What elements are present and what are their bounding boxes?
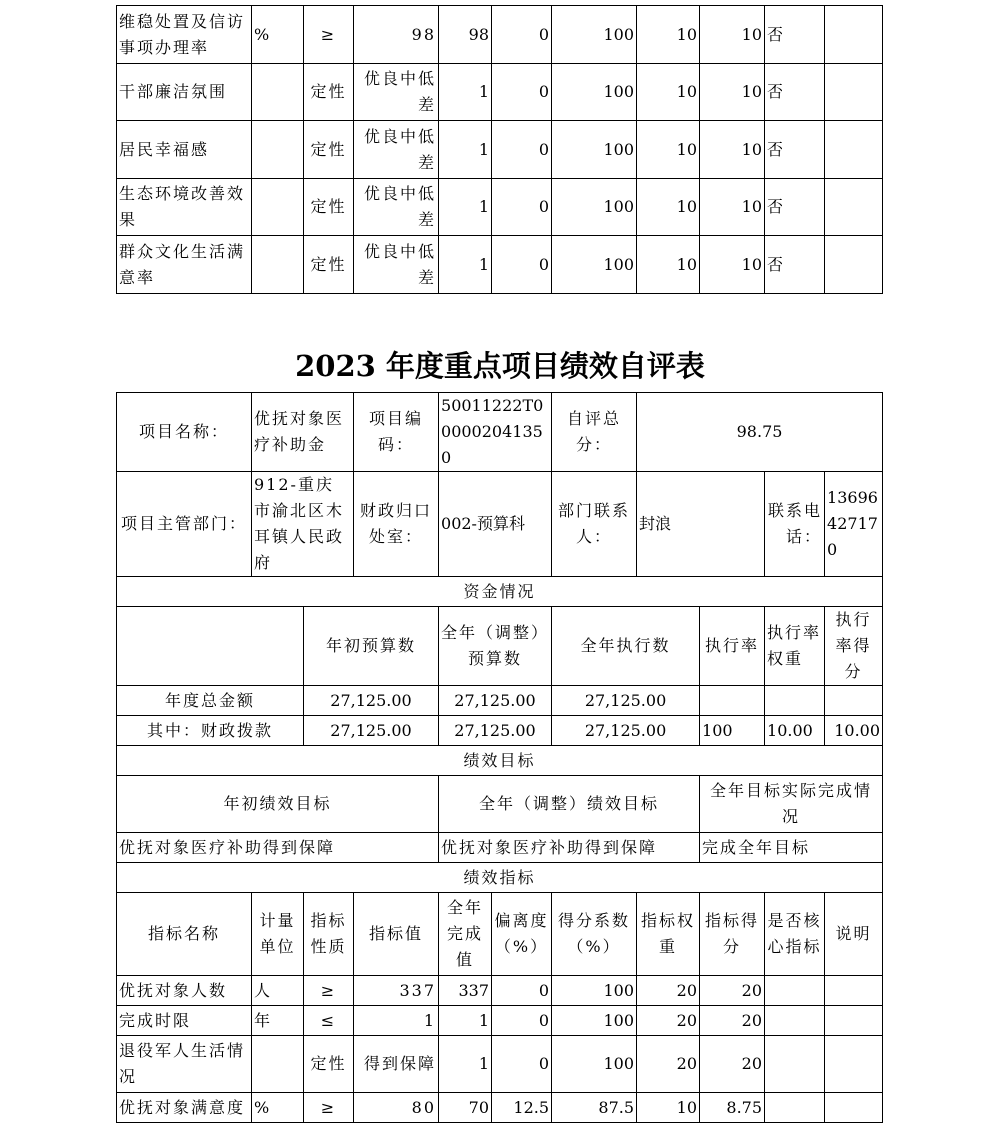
indicator-name: 优抚对象人数 [117, 976, 252, 1006]
indicator-name: 退役军人生活情况 [117, 1036, 252, 1093]
indicator-actual: 1 [439, 1036, 492, 1093]
indicator-weight: 20 [637, 1006, 700, 1036]
indicator-score: 10 [700, 6, 765, 64]
indicator-target: 337 [354, 976, 439, 1006]
ind-header-weight: 指标权重 [637, 893, 700, 976]
indicator-target: 优良中低差 [354, 236, 439, 294]
indicator-weight: 20 [637, 1036, 700, 1093]
indicator-deviation: 12.5 [492, 1093, 552, 1123]
indicator-deviation: 0 [492, 1036, 552, 1093]
funds-row-score: 10.00 [825, 716, 883, 746]
ind-header-unit: 计量单位 [252, 893, 304, 976]
funds-header-empty [117, 607, 304, 686]
indicator-target: 98 [354, 6, 439, 64]
funds-section-header [117, 577, 883, 607]
funds-row-adjusted: 27,125.00 [439, 716, 552, 746]
indicator-actual: 1 [439, 179, 492, 236]
indicator-note [825, 6, 883, 64]
indicator-weight: 20 [637, 976, 700, 1006]
indicator-nature: ≥ [304, 1093, 354, 1123]
indicator-nature: 定性 [304, 64, 354, 121]
funds-row-rate: 100 [700, 716, 765, 746]
indicator-unit: 年 [252, 1006, 304, 1036]
indicator-target: 80 [354, 1093, 439, 1123]
indicator-score: 20 [700, 1036, 765, 1093]
indicator-name: 优抚对象满意度 [117, 1093, 252, 1123]
indicator-table-continued [116, 5, 883, 294]
indicator-coef: 100 [552, 6, 637, 64]
goals-title: 绩效目标 [117, 746, 883, 776]
ind-header-note: 说明 [825, 893, 883, 976]
indicator-note [825, 121, 883, 179]
indicator-unit [252, 64, 304, 121]
funds-row-weight [765, 686, 825, 716]
indicator-weight: 10 [637, 1093, 700, 1123]
indicator-target: 优良中低差 [354, 121, 439, 179]
funds-row-label: 年度总金额 [117, 686, 304, 716]
indicator-target: 优良中低差 [354, 179, 439, 236]
indicator-score: 10 [700, 236, 765, 294]
table-row [117, 1036, 883, 1093]
indicator-coef: 100 [552, 976, 637, 1006]
goals-value-actual: 完成全年目标 [700, 833, 883, 863]
goals-header-adjusted: 全年（调整）绩效目标 [439, 776, 700, 833]
ind-header-coef: 得分系数（%） [552, 893, 637, 976]
goals-value-row [117, 833, 883, 863]
indicator-note [825, 1006, 883, 1036]
indicator-score: 10 [700, 64, 765, 121]
indicator-coef: 100 [552, 64, 637, 121]
ind-header-score: 指标得分 [700, 893, 765, 976]
indicator-actual: 1 [439, 64, 492, 121]
office-value: 002-预算科 [439, 472, 552, 577]
table-row [117, 6, 883, 64]
indicator-core [765, 1093, 825, 1123]
indicator-coef: 100 [552, 236, 637, 294]
funds-header-executed: 全年执行数 [552, 607, 700, 686]
indicator-weight: 10 [637, 236, 700, 294]
indicator-note [825, 1036, 883, 1093]
indicator-weight: 10 [637, 64, 700, 121]
indicator-coef: 100 [552, 1036, 637, 1093]
project-name-value: 优抚对象医疗补助金 [252, 393, 354, 472]
table-row [117, 121, 883, 179]
indicators-section-header [117, 863, 883, 893]
ind-header-deviation: 偏离度（%） [492, 893, 552, 976]
indicator-note [825, 236, 883, 294]
goals-header-initial: 年初绩效目标 [117, 776, 439, 833]
funds-row-executed: 27,125.00 [552, 716, 700, 746]
indicator-nature: ≥ [304, 6, 354, 64]
ind-header-core: 是否核心指标 [765, 893, 825, 976]
indicator-nature: ≤ [304, 1006, 354, 1036]
self-score-label: 自评总分： [552, 393, 637, 472]
indicator-actual: 337 [439, 976, 492, 1006]
indicator-core: 否 [765, 6, 825, 64]
indicator-core: 否 [765, 64, 825, 121]
indicator-core [765, 976, 825, 1006]
indicator-nature: ≥ [304, 976, 354, 1006]
indicator-deviation: 0 [492, 64, 552, 121]
indicator-actual: 70 [439, 1093, 492, 1123]
indicator-unit: % [252, 1093, 304, 1123]
indicator-name: 群众文化生活满意率 [117, 236, 252, 294]
indicator-unit: % [252, 6, 304, 64]
indicator-unit: 人 [252, 976, 304, 1006]
contact-value: 封浪 [637, 472, 765, 577]
page-title: 2023 年度重点项目绩效自评表 [295, 349, 705, 383]
indicator-core [765, 1036, 825, 1093]
indicator-score: 20 [700, 976, 765, 1006]
goals-section-header [117, 746, 883, 776]
indicator-deviation: 0 [492, 6, 552, 64]
project-info-row-1 [117, 393, 883, 472]
indicators-title: 绩效指标 [117, 863, 883, 893]
indicator-target: 优良中低差 [354, 64, 439, 121]
phone-label: 联系电话： [765, 472, 825, 577]
indicator-nature: 定性 [304, 121, 354, 179]
indicator-score: 10 [700, 121, 765, 179]
indicator-actual: 1 [439, 1006, 492, 1036]
indicator-score: 20 [700, 1006, 765, 1036]
indicator-actual: 1 [439, 121, 492, 179]
indicator-note [825, 1093, 883, 1123]
indicator-coef: 100 [552, 1006, 637, 1036]
indicator-name: 维稳处置及信访事项办理率 [117, 6, 252, 64]
ind-header-name: 指标名称 [117, 893, 252, 976]
indicator-nature: 定性 [304, 236, 354, 294]
dept-value: 912-重庆市渝北区木耳镇人民政府 [252, 472, 354, 577]
indicator-nature: 定性 [304, 179, 354, 236]
goals-value-adjusted: 优抚对象医疗补助得到保障 [439, 833, 700, 863]
funds-header-initial: 年初预算数 [304, 607, 439, 686]
funds-row-label: 其中：财政拨款 [117, 716, 304, 746]
indicator-deviation: 0 [492, 1006, 552, 1036]
indicator-name: 生态环境改善效果 [117, 179, 252, 236]
ind-header-nature: 指标性质 [304, 893, 354, 976]
indicator-deviation: 0 [492, 179, 552, 236]
project-code-label: 项目编码： [354, 393, 439, 472]
indicator-note [825, 64, 883, 121]
contact-label: 部门联系人： [552, 472, 637, 577]
funds-header-weight: 执行率权重 [765, 607, 825, 686]
indicator-core: 否 [765, 179, 825, 236]
funds-header-score: 执行率得分 [825, 607, 883, 686]
indicator-name: 居民幸福感 [117, 121, 252, 179]
indicator-name: 干部廉洁氛围 [117, 64, 252, 121]
indicator-note [825, 179, 883, 236]
project-info-row-2 [117, 472, 883, 577]
indicator-weight: 10 [637, 121, 700, 179]
indicator-unit [252, 236, 304, 294]
funds-row-initial: 27,125.00 [304, 686, 439, 716]
indicator-unit [252, 121, 304, 179]
indicator-score: 10 [700, 179, 765, 236]
goals-header-row [117, 776, 883, 833]
funds-row-weight: 10.00 [765, 716, 825, 746]
table-row [117, 64, 883, 121]
ind-header-actual: 全年完成值 [439, 893, 492, 976]
dept-label: 项目主管部门： [117, 472, 252, 577]
indicator-core: 否 [765, 121, 825, 179]
indicator-weight: 10 [637, 6, 700, 64]
indicator-actual: 98 [439, 6, 492, 64]
phone-value: 13696427170 [825, 472, 883, 577]
indicator-name: 完成时限 [117, 1006, 252, 1036]
funds-row-executed: 27,125.00 [552, 686, 700, 716]
funds-header-row [117, 607, 883, 686]
funds-row [117, 686, 883, 716]
indicators-header-row [117, 893, 883, 976]
table-row [117, 179, 883, 236]
funds-row-score [825, 686, 883, 716]
goals-value-initial: 优抚对象医疗补助得到保障 [117, 833, 439, 863]
goals-header-actual: 全年目标实际完成情况 [700, 776, 883, 833]
table-row [117, 1093, 883, 1123]
indicator-deviation: 0 [492, 236, 552, 294]
indicator-core: 否 [765, 236, 825, 294]
ind-header-target: 指标值 [354, 893, 439, 976]
indicator-unit [252, 179, 304, 236]
indicator-note [825, 976, 883, 1006]
indicator-nature: 定性 [304, 1036, 354, 1093]
indicator-unit [252, 1036, 304, 1093]
funds-header-adjusted: 全年（调整）预算数 [439, 607, 552, 686]
table-row [117, 236, 883, 294]
project-name-label: 项目名称： [117, 393, 252, 472]
indicator-actual: 1 [439, 236, 492, 294]
funds-title: 资金情况 [117, 577, 883, 607]
indicator-score: 8.75 [700, 1093, 765, 1123]
table-row [117, 976, 883, 1006]
indicator-coef: 100 [552, 179, 637, 236]
funds-row-initial: 27,125.00 [304, 716, 439, 746]
funds-row [117, 716, 883, 746]
indicator-core [765, 1006, 825, 1036]
indicator-target: 1 [354, 1006, 439, 1036]
indicator-coef: 100 [552, 121, 637, 179]
indicator-coef: 87.5 [552, 1093, 637, 1123]
indicator-deviation: 0 [492, 121, 552, 179]
project-code-value: 50011222T000002041350 [439, 393, 552, 472]
indicator-target: 得到保障 [354, 1036, 439, 1093]
table-row [117, 1006, 883, 1036]
funds-row-rate [700, 686, 765, 716]
indicator-deviation: 0 [492, 976, 552, 1006]
indicator-weight: 10 [637, 179, 700, 236]
performance-table [116, 392, 883, 1123]
office-label: 财政归口处室： [354, 472, 439, 577]
self-score-value: 98.75 [637, 393, 883, 472]
funds-row-adjusted: 27,125.00 [439, 686, 552, 716]
funds-header-rate: 执行率 [700, 607, 765, 686]
